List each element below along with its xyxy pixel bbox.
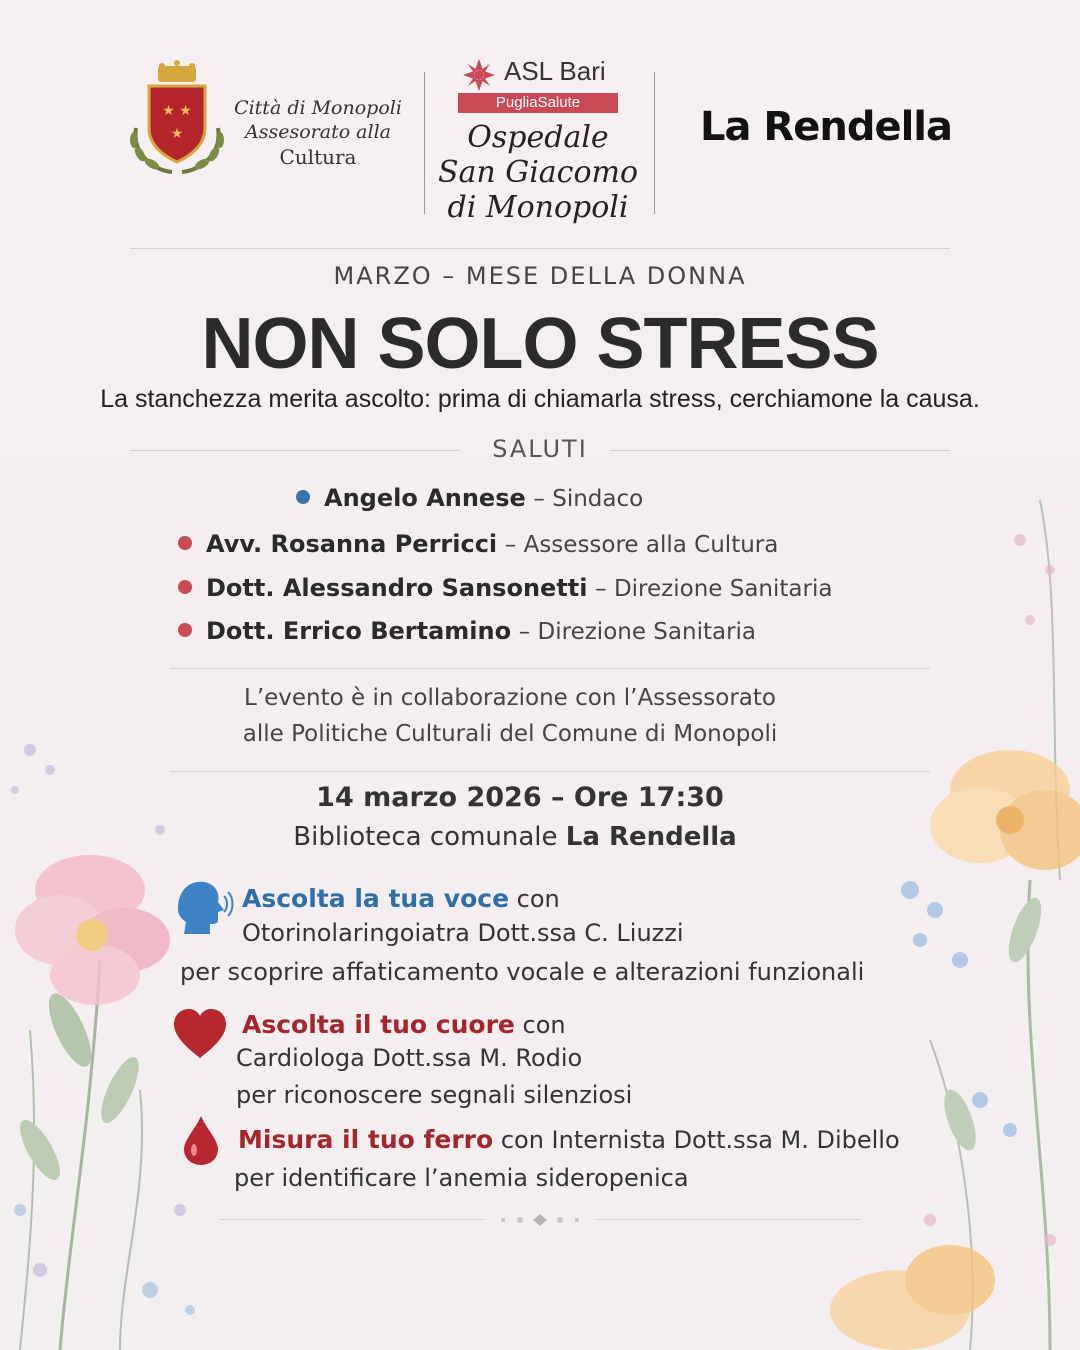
greeting-item	[178, 530, 778, 558]
bullet-dot	[178, 536, 192, 550]
asl-name: ASL Bari	[504, 56, 606, 86]
bullet-dot	[178, 623, 192, 637]
city-crest-icon	[122, 58, 232, 178]
greeting-role: – Direzione Sanitaria	[518, 619, 757, 645]
event-venue	[0, 822, 1030, 852]
asl-star-icon	[462, 58, 496, 92]
activity-heart-heading	[242, 1008, 566, 1042]
svg-text:★ ★: ★ ★	[162, 103, 192, 119]
asl-tag: PugliaSalute	[458, 93, 618, 113]
event-month: MARZO – MESE DELLA DONNA	[333, 262, 747, 290]
footer-rule-left	[220, 1219, 485, 1220]
activity-connector: con	[516, 885, 560, 913]
venue-name: La Rendella	[565, 822, 737, 852]
activity-connector: con	[522, 1011, 566, 1039]
collaboration-note	[0, 680, 1020, 752]
collaboration-line-2: alle Politiche Culturali del Comune di Monopoli	[242, 721, 778, 747]
city-name: Città di Monopoli	[234, 97, 402, 119]
hospital-line-1: Ospedale	[467, 120, 609, 155]
event-subtitle: La stanchezza merita ascolto: prima di chiamarla stress, cerchiamone la causa.	[100, 385, 980, 413]
heart-icon	[172, 1008, 228, 1060]
activity-purpose: per scoprire affaticamento vocale e alterazioni funzionali	[180, 958, 865, 986]
greeting-item	[178, 617, 756, 645]
bullet-dot	[296, 490, 310, 504]
greeting-item	[296, 484, 643, 512]
activity-doctor: Otorinolaringoiatra Dott.ssa C. Liuzzi	[242, 919, 684, 947]
greeting-role: – Direzione Sanitaria	[595, 576, 833, 602]
activity-title: Ascolta il tuo cuore	[242, 1010, 515, 1039]
activity-connector: con Internista Dott.ssa M. Dibello	[500, 1126, 900, 1154]
event-date-time: 14 marzo 2026 – Ore 17:30	[316, 782, 724, 813]
greeting-item	[178, 574, 832, 602]
logo-divider-2	[654, 72, 655, 214]
diamond-ornament-icon	[485, 1213, 595, 1227]
city-department: Assesorato alla	[245, 121, 391, 143]
event-title: NON SOLO STRESS	[201, 304, 879, 384]
greeting-role: – Assessore alla Cultura	[504, 532, 779, 558]
activity-voice-heading	[242, 882, 560, 916]
greeting-name: Dott. Alessandro Sansonetti	[206, 574, 588, 602]
activity-title: Misura il tuo ferro	[238, 1125, 494, 1154]
greeting-name: Angelo Annese	[324, 484, 526, 512]
greeting-role: – Sindaco	[533, 486, 644, 512]
activity-title: Ascolta la tua voce	[242, 884, 510, 913]
logo-divider-1	[424, 72, 425, 214]
greeting-name: Avv. Rosanna Perricci	[206, 530, 498, 558]
header-divider	[130, 248, 950, 249]
hospital-line-3: di Monopoli	[447, 190, 629, 225]
hospital-name	[430, 120, 646, 225]
activity-purpose: per riconoscere segnali silenziosi	[236, 1081, 633, 1109]
greetings-heading: SALUTI	[492, 435, 588, 463]
activity-purpose: per identificare l’anemia sideropenica	[234, 1164, 689, 1192]
venue-logo: La Rendella	[700, 104, 952, 150]
collab-divider	[170, 771, 930, 772]
speaking-head-icon	[170, 878, 234, 938]
footer-rule-right	[595, 1219, 860, 1220]
city-department-culture: Cultura	[279, 145, 357, 169]
svg-text:★: ★	[170, 126, 184, 142]
greetings-divider	[170, 668, 930, 669]
venue-prefix: Biblioteca comunale	[293, 822, 558, 852]
saluti-rule-right	[610, 450, 950, 451]
greeting-name: Dott. Errico Bertamino	[206, 617, 512, 645]
collaboration-line-1: L’evento è in collaborazione con l’Assessorato	[244, 685, 776, 711]
bullet-dot	[178, 580, 192, 594]
activity-iron-heading	[238, 1123, 900, 1157]
activity-doctor: Cardiologa Dott.ssa M. Rodio	[236, 1044, 583, 1072]
city-logo-text	[232, 96, 404, 170]
blood-drop-icon	[182, 1114, 220, 1166]
hospital-line-2: San Giacomo	[437, 155, 639, 190]
